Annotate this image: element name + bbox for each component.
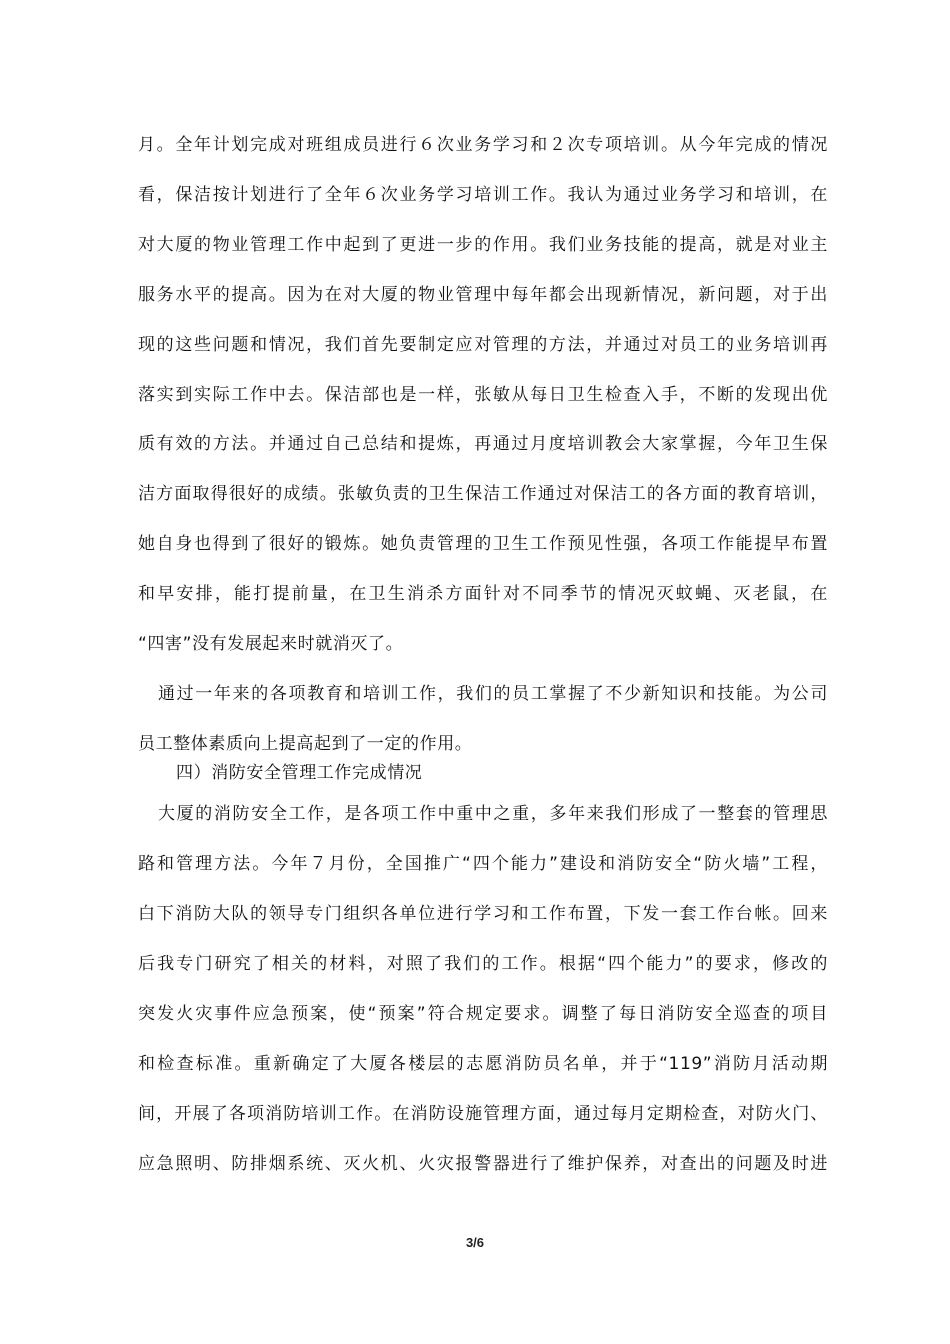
- paragraph-3-line-2: 路和管理方法。今年７月份，全国推广“四个能力”建设和消防安全“防火墙”工程，: [138, 854, 828, 874]
- paragraph-1-line-7: 质有效的方法。并通过自己总结和提炼，再通过月度培训教会大家掌握，今年卫生保: [138, 434, 828, 454]
- paragraph-1-line-1: 月。全年计划完成对班组成员进行６次业务学习和２次专项培训。从今年完成的情况: [138, 135, 828, 155]
- paragraph-3-line-8: 应急照明、防排烟系统、灭火机、火灾报警器进行了维护保养，对查出的问题及时进: [138, 1154, 828, 1174]
- paragraph-1-line-8: 洁方面取得很好的成绩。张敏负责的卫生保洁工作通过对保洁工的各方面的教育培训，: [138, 484, 828, 504]
- paragraph-1-line-11: “四害”没有发展起来时就消灭了。: [138, 634, 404, 654]
- paragraph-3-line-7: 间，开展了各项消防培训工作。在消防设施管理方面，通过每月定期检查，对防火门、: [138, 1104, 828, 1124]
- paragraph-1-line-9: 她自身也得到了很好的锻炼。她负责管理的卫生工作预见性强，各项工作能提早布置: [138, 534, 828, 554]
- paragraph-3-line-3: 白下消防大队的领导专门组织各单位进行学习和工作布置，下发一套工作台帐。回来: [138, 904, 828, 924]
- page-number: 3/6: [465, 1235, 485, 1250]
- paragraph-2-line-2: 员工整体素质向上提高起到了一定的作用。: [138, 734, 473, 754]
- paragraph-3-line-4: 后我专门研究了相关的材料，对照了我们的工作。根据“四个能力”的要求，修改的: [138, 954, 828, 974]
- paragraph-3-line-1: 大厦的消防安全工作，是各项工作中重中之重，多年来我们形成了一整套的管理思: [158, 804, 828, 824]
- paragraph-1-line-5: 现的这些问题和情况，我们首先要制定应对管理的方法，并通过对员工的业务培训再: [138, 335, 828, 355]
- paragraph-1-line-3: 对大厦的物业管理工作中起到了更进一步的作用。我们业务技能的提高，就是对业主: [138, 235, 828, 255]
- paragraph-2-line-1: 通过一年来的各项教育和培训工作，我们的员工掌握了不少新知识和技能。为公司: [158, 684, 828, 704]
- paragraph-1-line-10: 和早安排，能打提前量，在卫生消杀方面针对不同季节的情况灭蚊蝇、灭老鼠，在: [138, 584, 828, 604]
- paragraph-3-line-6: 和检查标准。重新确定了大厦各楼层的志愿消防员名单，并于“119”消防月活动期: [138, 1054, 828, 1074]
- paragraph-3-line-5: 突发火灾事件应急预案，使“预案”符合规定要求。调整了每日消防安全巡查的项目: [138, 1004, 828, 1024]
- paragraph-1-line-6: 落实到实际工作中去。保洁部也是一样，张敏从每日卫生检查入手，不断的发现出优: [138, 385, 828, 405]
- section-heading: 四）消防安全管理工作完成情况: [176, 763, 423, 783]
- paragraph-1-line-4: 服务水平的提高。因为在对大厦的物业管理中每年都会出现新情况，新问题，对于出: [138, 285, 828, 305]
- paragraph-1-line-2: 看，保洁按计划进行了全年６次业务学习培训工作。我认为通过业务学习和培训，在: [138, 185, 828, 205]
